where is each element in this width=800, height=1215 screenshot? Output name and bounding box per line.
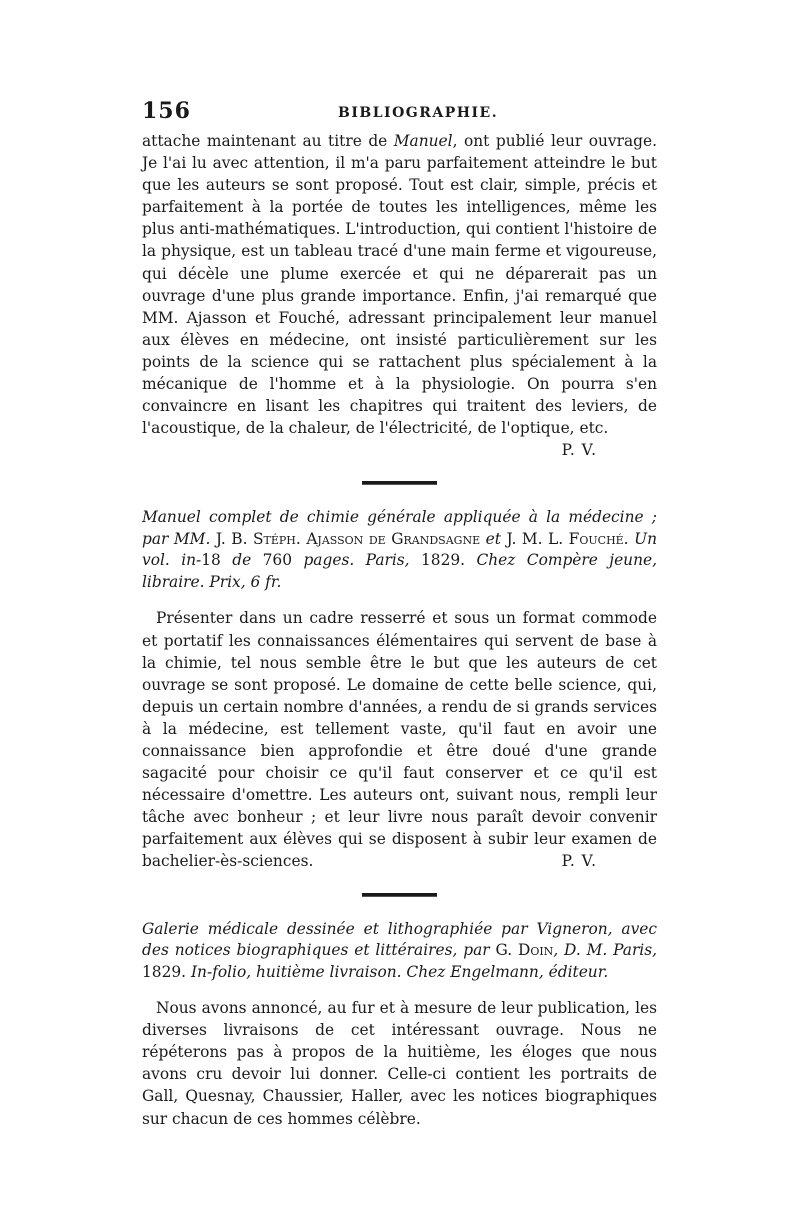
- chimie-entry-title: Manuel complet de chimie générale appliquée à la médecine ; par MM. J. B. Stéph. Ajasson de Grandsagne et J. M. L. Fouché. Un vol. in-18 de 760 pages. Paris, 1829. Chez Compère jeune, libraire. Prix, 6 fr.: [142, 508, 657, 591]
- page-number: 156: [142, 98, 191, 124]
- galerie-entry-title: Galerie médicale dessinée et lithographiée par Vigneron, avec des notices biographiques et littéraires, par G. Doin, D. M. Paris, 1829. In-folio, huitième livraison. Chez Engelmann, éditeur.: [142, 919, 658, 981]
- manuel-emphasis: Manuel: [393, 132, 453, 150]
- review-signature: P. V.: [561, 441, 597, 460]
- galerie-author: G. Doin: [495, 941, 554, 960]
- chimie-review-paragraph: Présenter dans un cadre resserré et sous un format commode et portatif les connaissances élémentaires qui servent de base à la chimie, tel nous semble être le but que les auteurs de cet ouvrage se sont proposé. Le domaine de cette belle science, qui, depuis un certain nombre d'années, a rendu de si grands services à la médecine, est tellement vaste, qu'il faut en avoir une connaissance bien approfondie et être doué d'une grande sagacité pour choisir ce qu'il faut conserver et ce qu'il est nécessaire d'omettre. Les auteurs ont, suivant nous, rempli leur tâche avec bonheur ; et leur livre nous paraît devoir convenir parfaitement aux élèves qui se disposent à subir leur examen de bachelier-ès-sciences. P. V.: [142, 607, 657, 872]
- book-page: [142, 98, 657, 1130]
- running-head: [142, 98, 657, 126]
- review-continuation-paragraph: attache maintenant au titre de Manuel, ont publié leur ouvrage. Je l'ai lu avec attention, il m'a paru parfaitement atteindre le but que les auteurs se sont proposé. Tout est clair, simple, précis et parfaitement à la portée de toutes les intelligences, même les plus anti-mathématiques. L'introduction, qui contient l'histoire de la physique, est un tableau tracé d'une main ferme et vigoureuse, qui décèle une plume exercée et qui ne déparerait pas un ouvrage d'une plus grande importance. Enfin, j'ai remarqué que MM. Ajasson et Fouché, adressant principalement leur manuel aux élèves en médecine, ont insisté particulièrement sur les points de la science qui se rattachent plus spécialement à la mécanique de l'homme et à la physiologie. On pourra s'en convaincre en lisant les chapitres qui traitent des leviers, de l'acoustique, de la chaleur, de l'électricité, de l'optique, etc. P. V.: [142, 130, 657, 461]
- galerie-review-paragraph: Nous avons annoncé, au fur et à mesure de leur publication, les diverses livraisons de cet intéressant ouvrage. Nous ne répéterons pas à propos de la huitième, les éloges que nous avons cru devoir lui donner. Celle-ci contient les portraits de Gall, Quesnay, Chaussier, Haller, avec les notices biographiques sur chacun de ces hommes célèbre.: [142, 999, 657, 1128]
- section-divider-2: [362, 893, 437, 897]
- chimie-review-signature: P. V.: [561, 852, 597, 871]
- chimie-authors: J. B. Stéph. Ajasson de Grandsagne: [210, 529, 486, 548]
- section-divider: [362, 481, 437, 485]
- running-title: BIBLIOGRAPHIE.: [338, 105, 499, 121]
